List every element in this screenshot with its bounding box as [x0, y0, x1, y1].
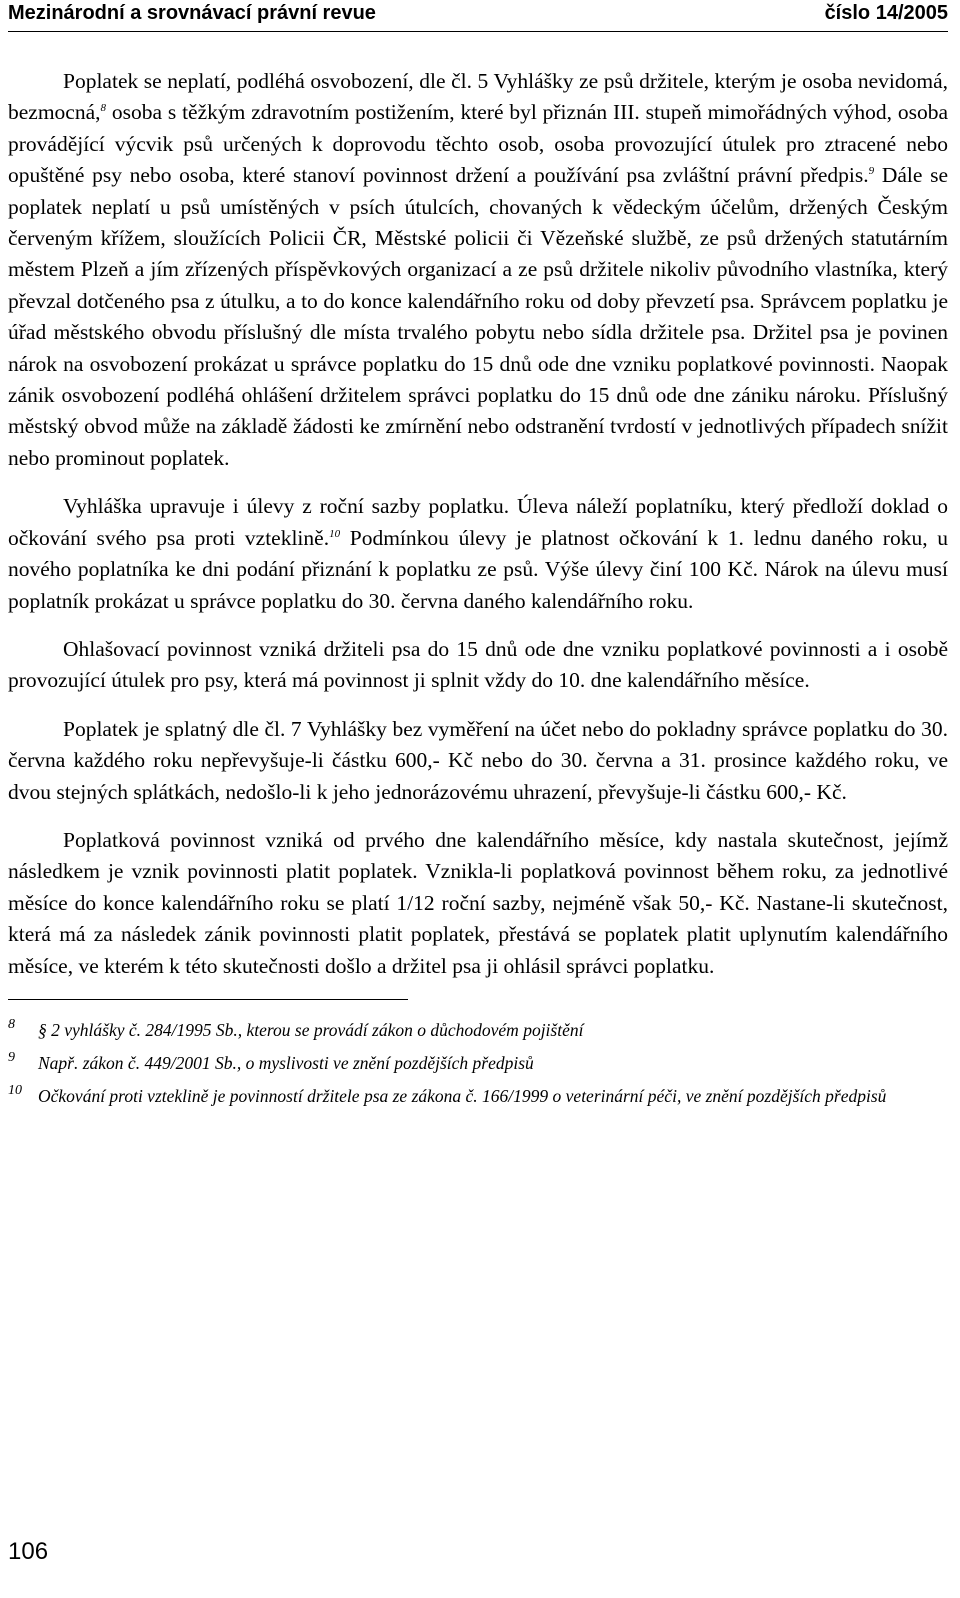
paragraph-3: Ohlašovací povinnost vzniká držiteli psa do 15 dnů ode dne vzniku poplatkové povinnosti a i osobě provozující útulek pro psy, která má povinnost ji splnit vždy do 10. dne kalendářního měsíce. — [8, 636, 948, 693]
footnote-10 — [8, 1084, 948, 1108]
footnote-8 — [8, 1018, 948, 1042]
footnote-ref-8[interactable]: 8 — [100, 102, 107, 115]
body-text — [8, 66, 948, 982]
paragraph-2: Vyhláška upravuje i úlevy z roční sazby poplatku. Úleva náleží poplatníku, který předloží doklad o očkování svého psa proti vzteklině.$^{10}$ Podmínkou úlevy je platnost očkování k 1. lednu daného roku, u nového poplatníka ke dni podání přiznání k poplatku ze psů. Výše úlevy činí 100 Kč. Nárok na úlevu musí poplatník prokázat u správce poplatku do 30. června daného kalendářního roku. — [8, 494, 948, 613]
running-header — [8, 0, 948, 32]
footnote-number: 9 — [8, 1049, 15, 1065]
footnote-divider — [8, 999, 408, 1000]
footnote-number: 10 — [8, 1082, 22, 1098]
footnotes — [8, 1018, 948, 1108]
issue-number: číslo 14/2005 — [824, 2, 948, 24]
footnote-9 — [8, 1051, 948, 1075]
footnote-text: § 2 vyhlášky č. 284/1995 Sb., kterou se provádí zákon o důchodovém pojištění — [38, 1019, 584, 1040]
footnote-ref-9[interactable]: 9 — [868, 165, 875, 178]
paragraph-5: Poplatková povinnost vzniká od prvého dne kalendářního měsíce, kdy nastala skutečnost, jejímž následkem je vznik povinnosti platit poplatek. Vznikla-li poplatková povinnost během roku, za jednotlivé měsíce do konce kalendářního roku se platí 1/12 roční sazby, nejméně však 50,- Kč. Nastane-li skutečnost, která má za následek zánik povinnosti platit poplatek, přestává se poplatek platit uplynutím kalendářního měsíce, ve kterém k této skutečnosti došlo a držitel psa ji ohlásil správci poplatku. — [8, 827, 948, 978]
footnote-number: 8 — [8, 1016, 15, 1032]
footnote-text: Např. zákon č. 449/2001 Sb., o myslivosti ve znění pozdějších předpisů — [38, 1052, 534, 1073]
page-number: 106 — [8, 1538, 49, 1565]
paragraph-4: Poplatek je splatný dle čl. 7 Vyhlášky bez vyměření na účet nebo do pokladny správce poplatku do 30. června každého roku nepřevyšuje-li částku 600,- Kč nebo do 30. června a 31. prosince každého roku, ve dvou stejných splátkách, nedošlo-li k jeho jednorázovému uhrazení, převyšuje-li částku 600,- Kč. — [8, 716, 948, 804]
paragraph-1: Poplatek se neplatí, podléhá osvobození, dle čl. 5 Vyhlášky ze psů držitele, kterým je osoba nevidomá, bezmocná,$^8$ osoba s těžkým zdravotním postižením, které byl přiznán III. stupeň mimořádných výhod, osoba provádějící výcvik psů určených k doprovodu těchto osob, osoba provozující útulek pro ztracené nebo opuštěné psy nebo osoba, které stanoví povinnost držení a používání psa zvláštní právní předpis.$^9$ Dále se poplatek neplatí u psů umístěných v psích útulcích, chovaných k vědeckým účelům, držených Českým červeným křížem, sloužících Policii ČR, Městské policii či Vězeňské službě, ze psů držených statutárním městem Plzeň a jím zřízených příspěvkových organizací a ze psů držitele nikoliv původního vlastníka, který převzal dotčeného psa z útulku, a to do konce kalendářního roku od doby převzetí psa. Správcem poplatku je úřad městského obvodu příslušný dle místa trvalého pobytu nebo sídla držitele psa. Držitel psa je povinen nárok na osvobození prokázat u správce poplatku do 15 dnů ode dne vzniku poplatkové povinnosti. Naopak zánik osvobození podléhá ohlášení držitelem správci poplatku do 15 dnů ode dne zániku nároku. Příslušný městský obvod může na základě žádosti ke zmírnění nebo odstranění tvrdostí v jednotlivých případech snížit nebo prominout poplatek. — [8, 69, 948, 470]
footnote-ref-10[interactable]: 10 — [329, 527, 341, 540]
journal-title: Mezinárodní a srovnávací právní revue — [8, 2, 376, 24]
footnote-text: Očkování proti vzteklině je povinností držitele psa ze zákona č. 166/1999 o veterinární péči, ve znění pozdějších předpisů — [38, 1085, 887, 1106]
